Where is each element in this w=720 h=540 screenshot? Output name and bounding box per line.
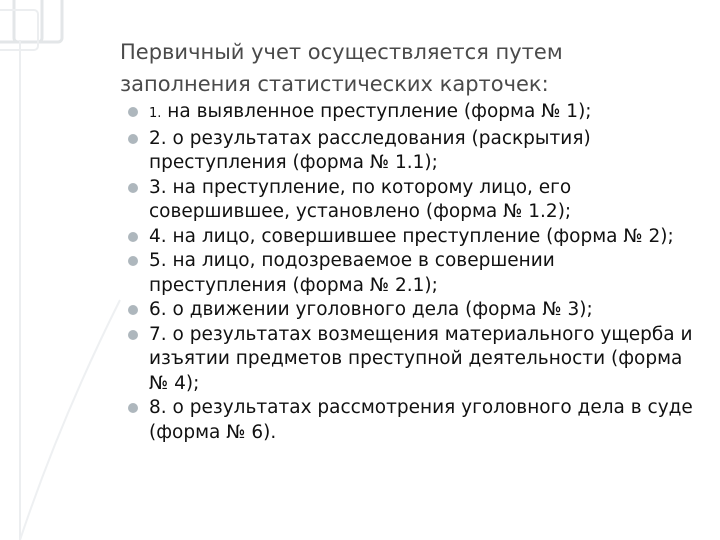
bullet-dot-icon	[128, 256, 138, 266]
item-number: 3.	[149, 176, 167, 198]
list-item	[126, 225, 694, 250]
list-item	[126, 298, 694, 323]
item-text: о движении уголовного дела (форма № 3);	[166, 299, 593, 320]
form-list	[126, 100, 694, 445]
title-line-1: Первичный учет осуществляется путем	[120, 40, 563, 64]
bullet-dot-icon	[128, 330, 138, 340]
item-text: о результатах рассмотрения уголовного дела в суде (форма № 6).	[149, 397, 693, 443]
page-title	[120, 36, 680, 100]
list-item	[126, 396, 694, 445]
swoosh-curve	[20, 300, 120, 540]
item-number: 1.	[149, 106, 162, 121]
item-text: на лицо, совершившее преступление (форма № 2);	[166, 225, 674, 247]
item-number: 4.	[149, 225, 167, 247]
item-number: 2.	[149, 127, 167, 149]
item-number: 5.	[149, 250, 167, 271]
item-number: 7.	[149, 323, 167, 345]
item-text: на лицо, подозреваемое в совершении преступления (форма № 2.1);	[149, 250, 555, 296]
bullet-dot-icon	[128, 107, 138, 117]
list-item	[126, 176, 694, 225]
item-text: на выявленное преступление (форма № 1);	[161, 101, 592, 122]
item-text: о результатах расследования (раскрытия) преступления (форма № 1.1);	[149, 127, 591, 173]
bullet-dot-icon	[128, 305, 138, 315]
title-line-2: заполнения статистических карточек:	[120, 72, 549, 96]
list-item	[126, 100, 694, 127]
bullet-dot-icon	[128, 403, 138, 413]
item-number: 8.	[149, 397, 167, 418]
bullet-dot-icon	[128, 134, 138, 144]
bullet-dot-icon	[128, 232, 138, 242]
corner-rectangle	[0, 0, 42, 42]
bullet-dot-icon	[128, 183, 138, 193]
item-text: о результатах возмещения материального ущерба и изъятии предметов преступной деятельности (форма № 4);	[149, 323, 693, 394]
list-item	[126, 127, 694, 176]
item-number: 6.	[149, 299, 167, 320]
item-text: на преступление, по которому лицо, его совершившее, установлено (форма № 1.2);	[149, 176, 572, 222]
list-item	[126, 323, 694, 397]
list-item	[126, 249, 694, 298]
